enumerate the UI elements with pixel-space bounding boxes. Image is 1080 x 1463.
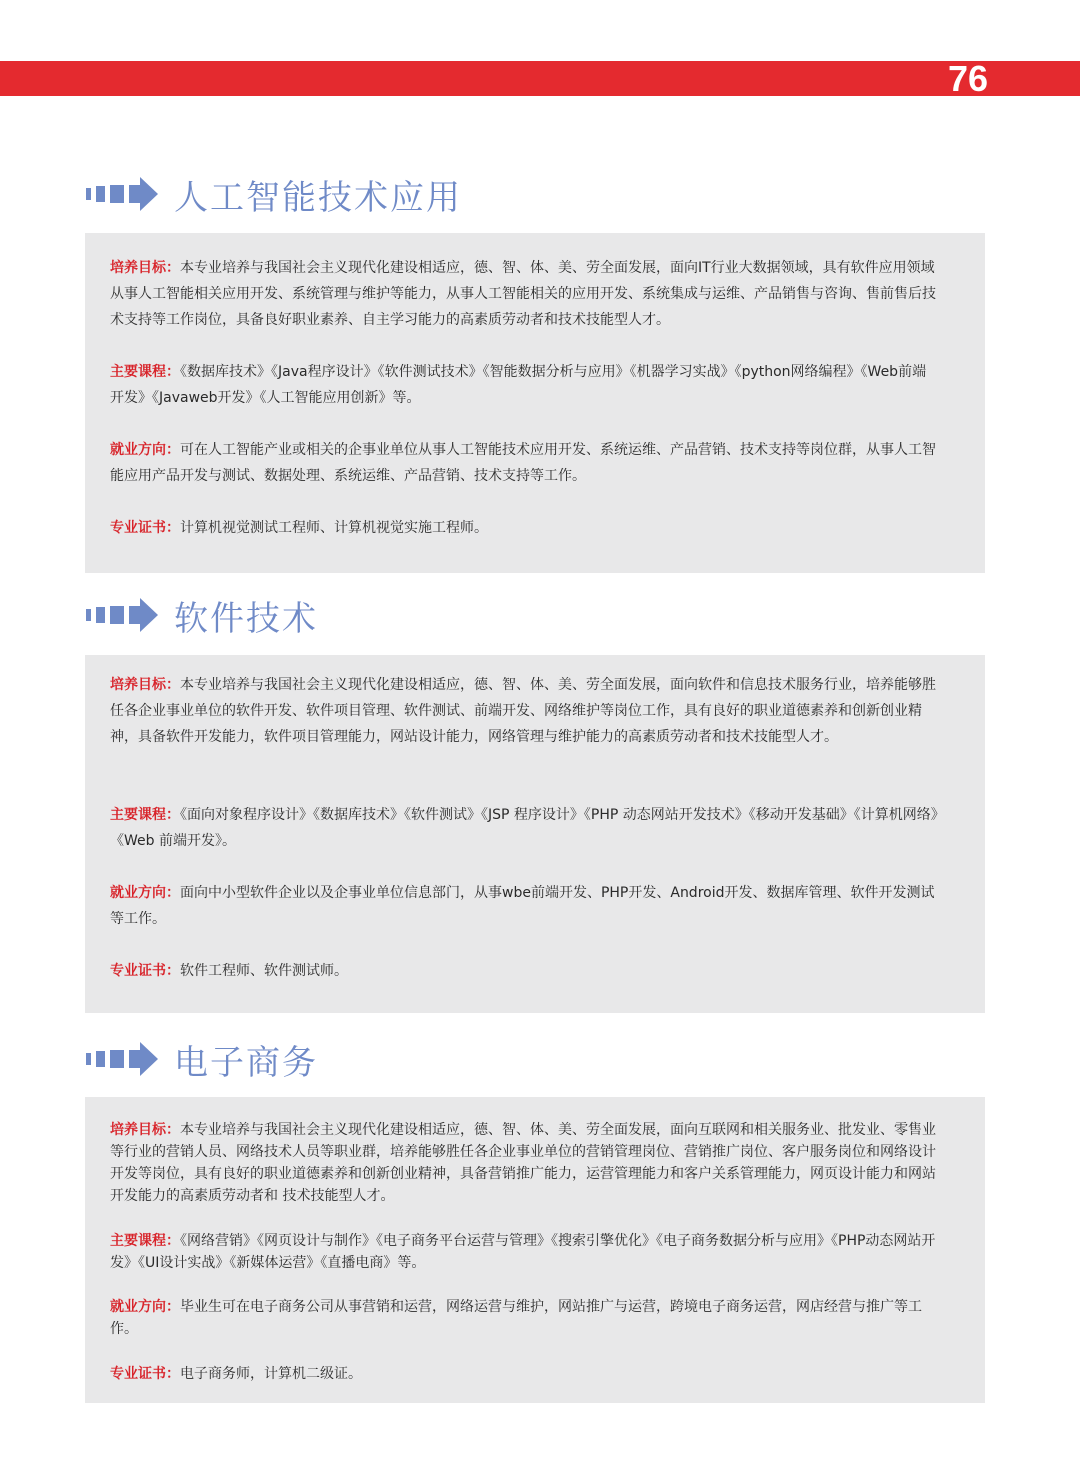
section-heading-software bbox=[86, 591, 318, 639]
entry-label: 培养目标： bbox=[110, 260, 180, 276]
section-title: 电子商务 bbox=[174, 1042, 318, 1083]
certificates bbox=[110, 1363, 939, 1385]
employment-direction bbox=[110, 1296, 939, 1340]
entry-text: 本专业培养与我国社会主义现代化建设相适应，德、智、体、美、劳全面发展，面向互联网和相关服务业、批发业、零售业等行业的营销人员、网络技术人员等职业群，培养能够胜任各企业事业单位的营销管理岗位、营销推广岗位、客户服务岗位和网络设计开发等岗位，具有良好的职业道德素养和创新创业精神，具备营销推广能力，运营管理能力和客户关系管理能力，网页设计能力和网站开发能力的高素质劳动者和 技术技能型人才。 bbox=[110, 1122, 936, 1204]
entry-text: 毕业生可在电子商务公司从事营销和运营，网络运营与维护，网站推广与运营，跨境电子商务运营，网店经营与推广等工作。 bbox=[110, 1299, 922, 1337]
section-title: 人工智能技术应用 bbox=[174, 177, 462, 218]
entry-label: 专业证书： bbox=[110, 1366, 180, 1382]
entry-text: 电子商务师，计算机二级证。 bbox=[180, 1366, 362, 1382]
entry-text: 本专业培养与我国社会主义现代化建设相适应，德、智、体、美、劳全面发展，面向软件和信息技术服务行业，培养能够胜任各企业事业单位的软件开发、软件项目管理、软件测试、前端开发、网络维护等岗位工作，具有良好的职业道德素养和创新创业精神，具备软件开发能力，软件项目管理能力，网站设计能力，网络管理与维护能力的高素质劳动者和技术技能型人才。 bbox=[110, 677, 936, 745]
entry-label: 培养目标： bbox=[110, 677, 180, 693]
section-title: 软件技术 bbox=[174, 598, 318, 639]
main-courses bbox=[110, 1230, 939, 1274]
entry-text: 《数据库技术》《Java程序设计》《软件测试技术》《智能数据分析与应用》《机器学习实战》《python网络编程》《Web前端开发》《Javaweb开发》《人工智能应用创新》等。 bbox=[110, 364, 927, 406]
main-courses bbox=[110, 802, 939, 854]
entry-text: 可在人工智能产业或相关的企事业单位从事人工智能技术应用开发、系统运维、产品营销、技术支持等岗位群，从事人工智能应用产品开发与测试、数据处理、系统运维、产品营销、技术支持等工作。 bbox=[110, 442, 936, 484]
entry-text: 计算机视觉测试工程师、计算机视觉实施工程师。 bbox=[180, 520, 488, 536]
certificates bbox=[110, 958, 939, 984]
section-heading-ai bbox=[86, 170, 462, 218]
entry-label: 主要课程： bbox=[110, 1233, 180, 1249]
entry-label: 就业方向： bbox=[110, 1299, 180, 1315]
entry-label: 专业证书： bbox=[110, 520, 180, 536]
entry-label: 培养目标： bbox=[110, 1122, 180, 1138]
training-goal bbox=[110, 1119, 939, 1207]
entry-label: 主要课程： bbox=[110, 364, 180, 380]
arrow-bullet-icon bbox=[86, 595, 160, 635]
employment-direction bbox=[110, 880, 939, 932]
entry-text: 《网络营销》《网页设计与制作》《电子商务平台运营与管理》《搜索引擎优化》《电子商务数据分析与应用》《PHP动态网站开发》《UI设计实战》《新媒体运营》《直播电商》等。 bbox=[110, 1233, 936, 1271]
entry-label: 就业方向： bbox=[110, 885, 180, 901]
entry-label: 主要课程： bbox=[110, 807, 180, 823]
entry-text: 本专业培养与我国社会主义现代化建设相适应，德、智、体、美、劳全面发展，面向IT行业大数据领域，具有软件应用领域从事人工智能相关应用开发、系统管理与维护等能力，从事人工智能相关的应用开发、系统集成与运维、产品销售与咨询、售前售后技术支持等工作岗位，具备良好职业素养、自主学习能力的高素质劳动者和技术技能型人才。 bbox=[110, 260, 936, 328]
main-courses bbox=[110, 359, 939, 411]
entry-label: 专业证书： bbox=[110, 963, 180, 979]
certificates bbox=[110, 515, 939, 541]
page-number: 76 bbox=[947, 58, 988, 99]
arrow-bullet-icon bbox=[86, 1039, 160, 1079]
header-red-bar bbox=[0, 61, 1080, 96]
arrow-bullet-icon bbox=[86, 174, 160, 214]
entry-text: 《面向对象程序设计》《数据库技术》《软件测试》《JSP 程序设计》《PHP 动态网站开发技术》《移动开发基础》《计算机网络》《Web 前端开发》。 bbox=[110, 807, 938, 849]
training-goal bbox=[110, 255, 939, 333]
section-panel-ecommerce bbox=[85, 1097, 985, 1403]
section-heading-ecommerce bbox=[86, 1035, 318, 1083]
section-panel-ai bbox=[85, 233, 985, 573]
employment-direction bbox=[110, 437, 939, 489]
entry-text: 面向中小型软件企业以及企事业单位信息部门，从事wbe前端开发、PHP开发、Android开发、数据库管理、软件开发测试等工作。 bbox=[110, 885, 935, 927]
entry-label: 就业方向： bbox=[110, 442, 180, 458]
training-goal bbox=[110, 672, 939, 750]
section-panel-software bbox=[85, 655, 985, 1013]
entry-text: 软件工程师、软件测试师。 bbox=[180, 963, 348, 979]
